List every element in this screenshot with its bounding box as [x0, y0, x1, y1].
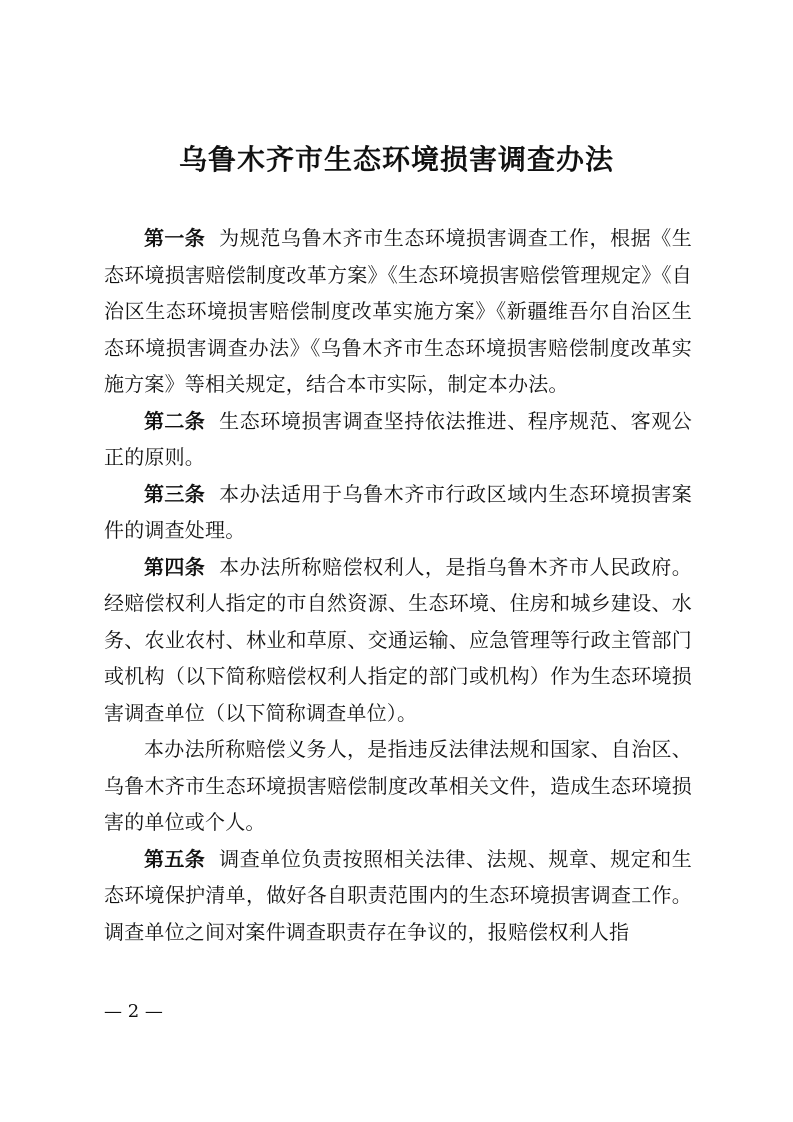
article-text: 本办法所称赔偿权利人，是指乌鲁木齐市人民政府。经赔偿权利人指定的市自然资源、生态环境、住房和城乡建设、水务、农业农村、林业和草原、交通运输、应急管理等行政主管部门或机构（以下简称赔偿权利人指定的部门或机构）作为生态环境损害调查单位（以下简称调查单位）。: [104, 554, 693, 725]
article-4-paragraph-2: [104, 731, 692, 841]
article-3: [104, 476, 692, 549]
document-body: [104, 220, 692, 950]
article-label: 第三条: [144, 481, 206, 506]
page-number: — 2 —: [104, 1001, 163, 1022]
article-4: [104, 549, 692, 732]
article-5: [104, 841, 692, 951]
article-text: 为规范乌鲁木齐市生态环境损害调查工作，根据《生态环境损害赔偿制度改革方案》《生态环境损害赔偿管理规定》《自治区生态环境损害赔偿制度改革实施方案》《新疆维吾尔自治区生态环境损害调查办法》《乌鲁木齐市生态环境损害赔偿制度改革实施方案》等相关规定，结合本市实际，制定本办法。: [104, 226, 693, 396]
article-text: 生态环境损害调查坚持依法推进、程序规范、客观公正的原则。: [104, 408, 693, 469]
article-label: 第二条: [144, 408, 206, 433]
article-1: [104, 220, 692, 403]
article-label: 第五条: [144, 846, 206, 871]
article-label: 第一条: [144, 226, 206, 250]
article-text: 本办法所称赔偿义务人，是指违反法律法规和国家、自治区、乌鲁木齐市生态环境损害赔偿制度改革相关文件，造成生态环境损害的单位或个人。: [104, 737, 692, 834]
article-text: 本办法适用于乌鲁木齐市行政区域内生态环境损害案件的调查处理。: [104, 481, 693, 542]
document-title: 乌鲁木齐市生态环境损害调查办法: [178, 143, 614, 176]
article-text: 调查单位负责按照相关法律、法规、规章、规定和生态环境保护清单，做好各自职责范围内的生态环境损害调查工作。调查单位之间对案件调查职责存在争议的，报赔偿权利人指: [104, 846, 693, 944]
article-2: [104, 403, 692, 476]
article-label: 第四条: [144, 554, 206, 579]
